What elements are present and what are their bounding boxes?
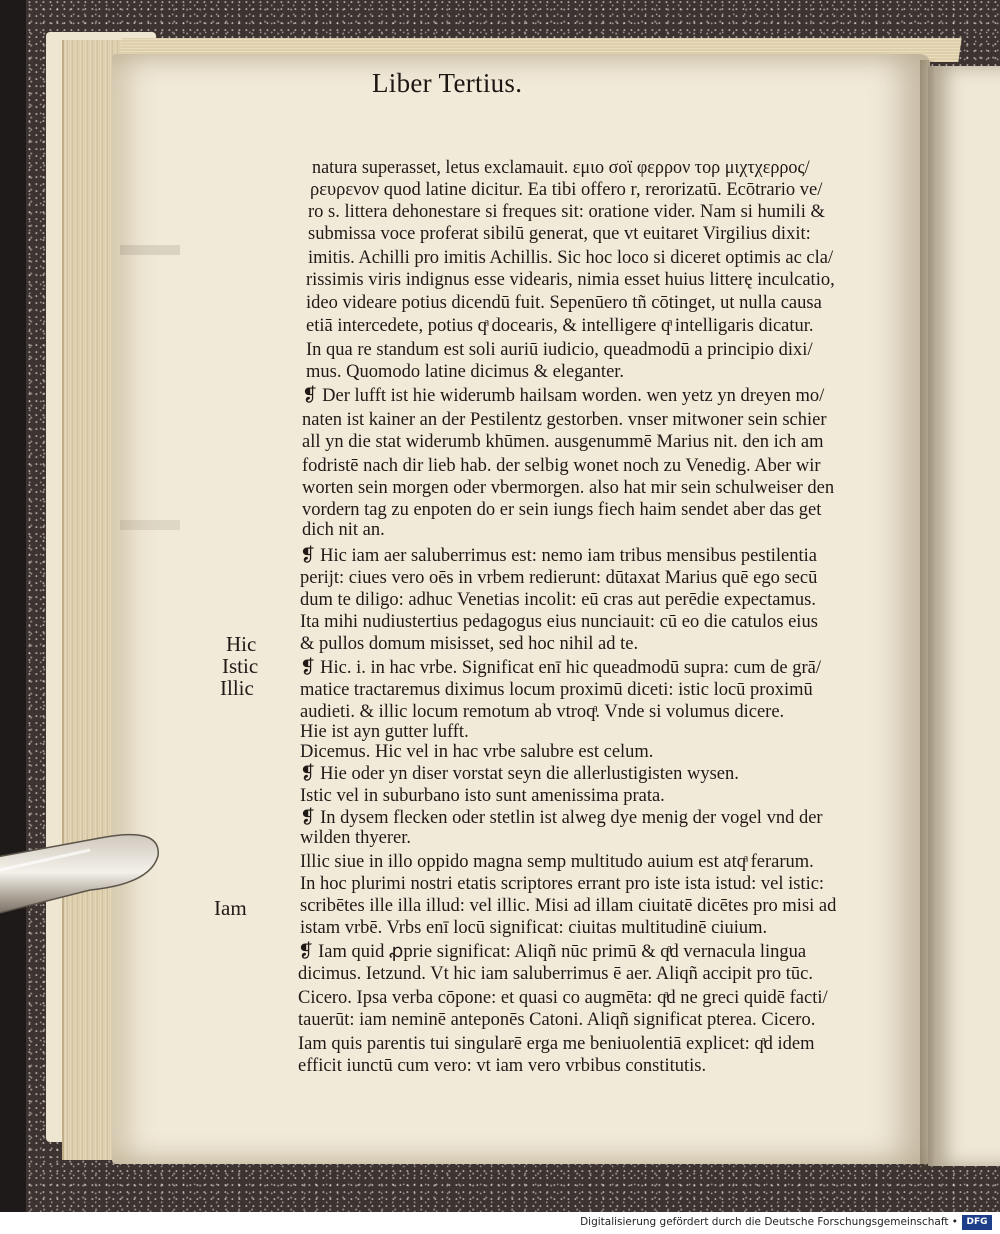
running-head: Liber Tertius. — [372, 68, 523, 98]
text-line: ❡ In dysem flecken oder stetlin ist alweg dye menig der vogel vnd der — [300, 808, 823, 828]
text-line: perijt: ciues vero oēs in vrbem redierunt: dūtaxat Marius quē ego secū — [300, 568, 818, 588]
text-line: scribētes ille illa illud: vel illic. Misi ad illam ciuitatē dicētes pro misi ad — [300, 896, 837, 916]
text-line: mus. Quomodo latine dicimus & eleganter. — [306, 362, 625, 382]
text-line: fodristē nach dir lieb hab. der selbig wonet noch zu Venedig. Aber wir — [302, 456, 821, 476]
text-line: vordern tag zu enpoten do er sein iungs fiech haim sendet aber das get — [302, 500, 822, 520]
text-line: ❡ Der lufft ist hie widerumb hailsam worden. wen yetz yn dreyen mo/ — [302, 386, 825, 406]
text-line: naten ist kainer an der Pestilentz gestorben. vnser mitwoner sein schier — [302, 410, 827, 430]
text-line: matice tractaremus diximus locum proximū diceti: istic locū proximū — [300, 680, 813, 700]
text-line: ❡ Hie oder yn diser vorstat seyn die allerlustigisten wysen. — [300, 764, 739, 784]
text-line: In qua re standum est soli auriū iudicio, queadmodū a principio dixi/ — [306, 340, 813, 360]
text-line: ideo videare potius dicendū fuit. Sepenūero tñ cōtinget, ut nulla causa — [306, 293, 822, 313]
marginal-note: Illic — [220, 676, 254, 700]
text-line: wilden thyerer. — [300, 828, 411, 848]
text-line: Dicemus. Hic vel in hac vrbe salubre est celum. — [300, 742, 654, 762]
show-through-mark — [120, 520, 180, 530]
text-line: dicimus. Ietzund. Vt hic iam saluberrimus ē aer. Aliqñ accipit pro tūc. — [298, 964, 813, 984]
footer-bar — [0, 1212, 1000, 1234]
show-through-mark — [120, 245, 180, 255]
text-line: Illic siue in illo oppido magna semp multitudo auium est atqͣ ferarum. — [300, 852, 814, 872]
text-line: etiā intercedete, potius qͣ docearis, & intelligere qͣ intelligaris dicatur. — [306, 316, 814, 336]
text-line: tauerūt: iam neminē anteponēs Catoni. Aliqñ significat pterea. Cicero. — [298, 1010, 816, 1030]
footer-credit: Digitalisierung gefördert durch die Deutsche Forschungsgemeinschaft • — [580, 1216, 958, 1228]
text-line: worten sein morgen oder vbermorgen. also hat mir sein schulweiser den — [302, 478, 835, 498]
marginal-note: Istic — [222, 654, 259, 678]
text-line: Cicero. Ipsa verba cōpone: et quasi co augmēta: qͣd ne greci quidē facti/ — [298, 988, 828, 1008]
text-line: dich nit an. — [302, 520, 385, 540]
text-line: ρευρενον quod latine dicitur. Ea tibi offero r, rerorizatū. Ecōtrario ve/ — [310, 180, 823, 200]
text-line: istam vrbē. Vrbs enī locū significat: ciuitas multitudinē ciuium. — [300, 918, 768, 938]
cover-edge — [0, 0, 26, 1212]
text-line: imitis. Achilli pro imitis Achillis. Sic hoc loco si diceret optimis ac cla/ — [308, 248, 834, 268]
text-line: rissimis viris indignus esse videaris, nimia esset huius litterę inculcatio, — [306, 270, 835, 290]
gutter-shadow — [920, 60, 934, 1170]
text-line: ❡ Hic iam aer saluberrimus est: nemo iam tribus mensibus pestilentia — [300, 546, 817, 566]
marginal-note: Iam — [214, 896, 247, 920]
text-line: In hoc plurimi nostri etatis scriptores errant pro iste ista istud: vel istic: — [300, 874, 825, 894]
text-line: Hie ist ayn gutter lufft. — [300, 722, 469, 742]
text-line: ❡ Hic. i. in hac vrbe. Significat enī hic queadmodū supra: cum de grā/ — [300, 658, 822, 678]
text-line: dum te diligo: adhuc Venetias incolit: eū cras aut perēdie expectamus. — [300, 590, 816, 610]
text-line: Ita mihi nudiustertius pedagogus eius nunciauit: cū eo die catulos eius — [300, 612, 818, 632]
facing-page — [928, 66, 1000, 1166]
text-line: natura superasset, letus exclamauit. εμιο σοϊ φερρον τορ μιχτχερρος/ — [312, 158, 810, 178]
text-line: efficit iunctū cum vero: vt iam vero vrbibus constitutis. — [298, 1056, 707, 1076]
text-line: Istic vel in suburbano isto sunt amenissima prata. — [300, 786, 665, 806]
text-line: audieti. & illic locum remotum ab vtroqͣ. Vnde si volumus dicere. — [300, 702, 785, 722]
dfg-logo: DFG — [962, 1215, 992, 1230]
text-line: ❡ Iam quid ꝓprie significat: Aliqñ nūc primū & qͣd vernacula lingua — [298, 942, 807, 962]
text-line: all yn die stat widerumb khūmen. ausgenummē Marius nit. den ich am — [302, 432, 824, 452]
text-line: ro s. littera dehonestare si freques sit: oratione vider. Nam si humili & — [308, 202, 825, 222]
text-line: submissa voce proferat sibilū generat, que vt euitaret Virgilius dixit: — [308, 224, 811, 244]
thumb-image — [0, 826, 160, 922]
text-line: & pullos domum misisset, sed hoc nihil ad te. — [300, 634, 639, 654]
marginal-note: Hic — [226, 632, 257, 656]
text-line: Iam quis parentis tui singularē erga me beniuolentiā explicet: qͣd idem — [298, 1034, 815, 1054]
